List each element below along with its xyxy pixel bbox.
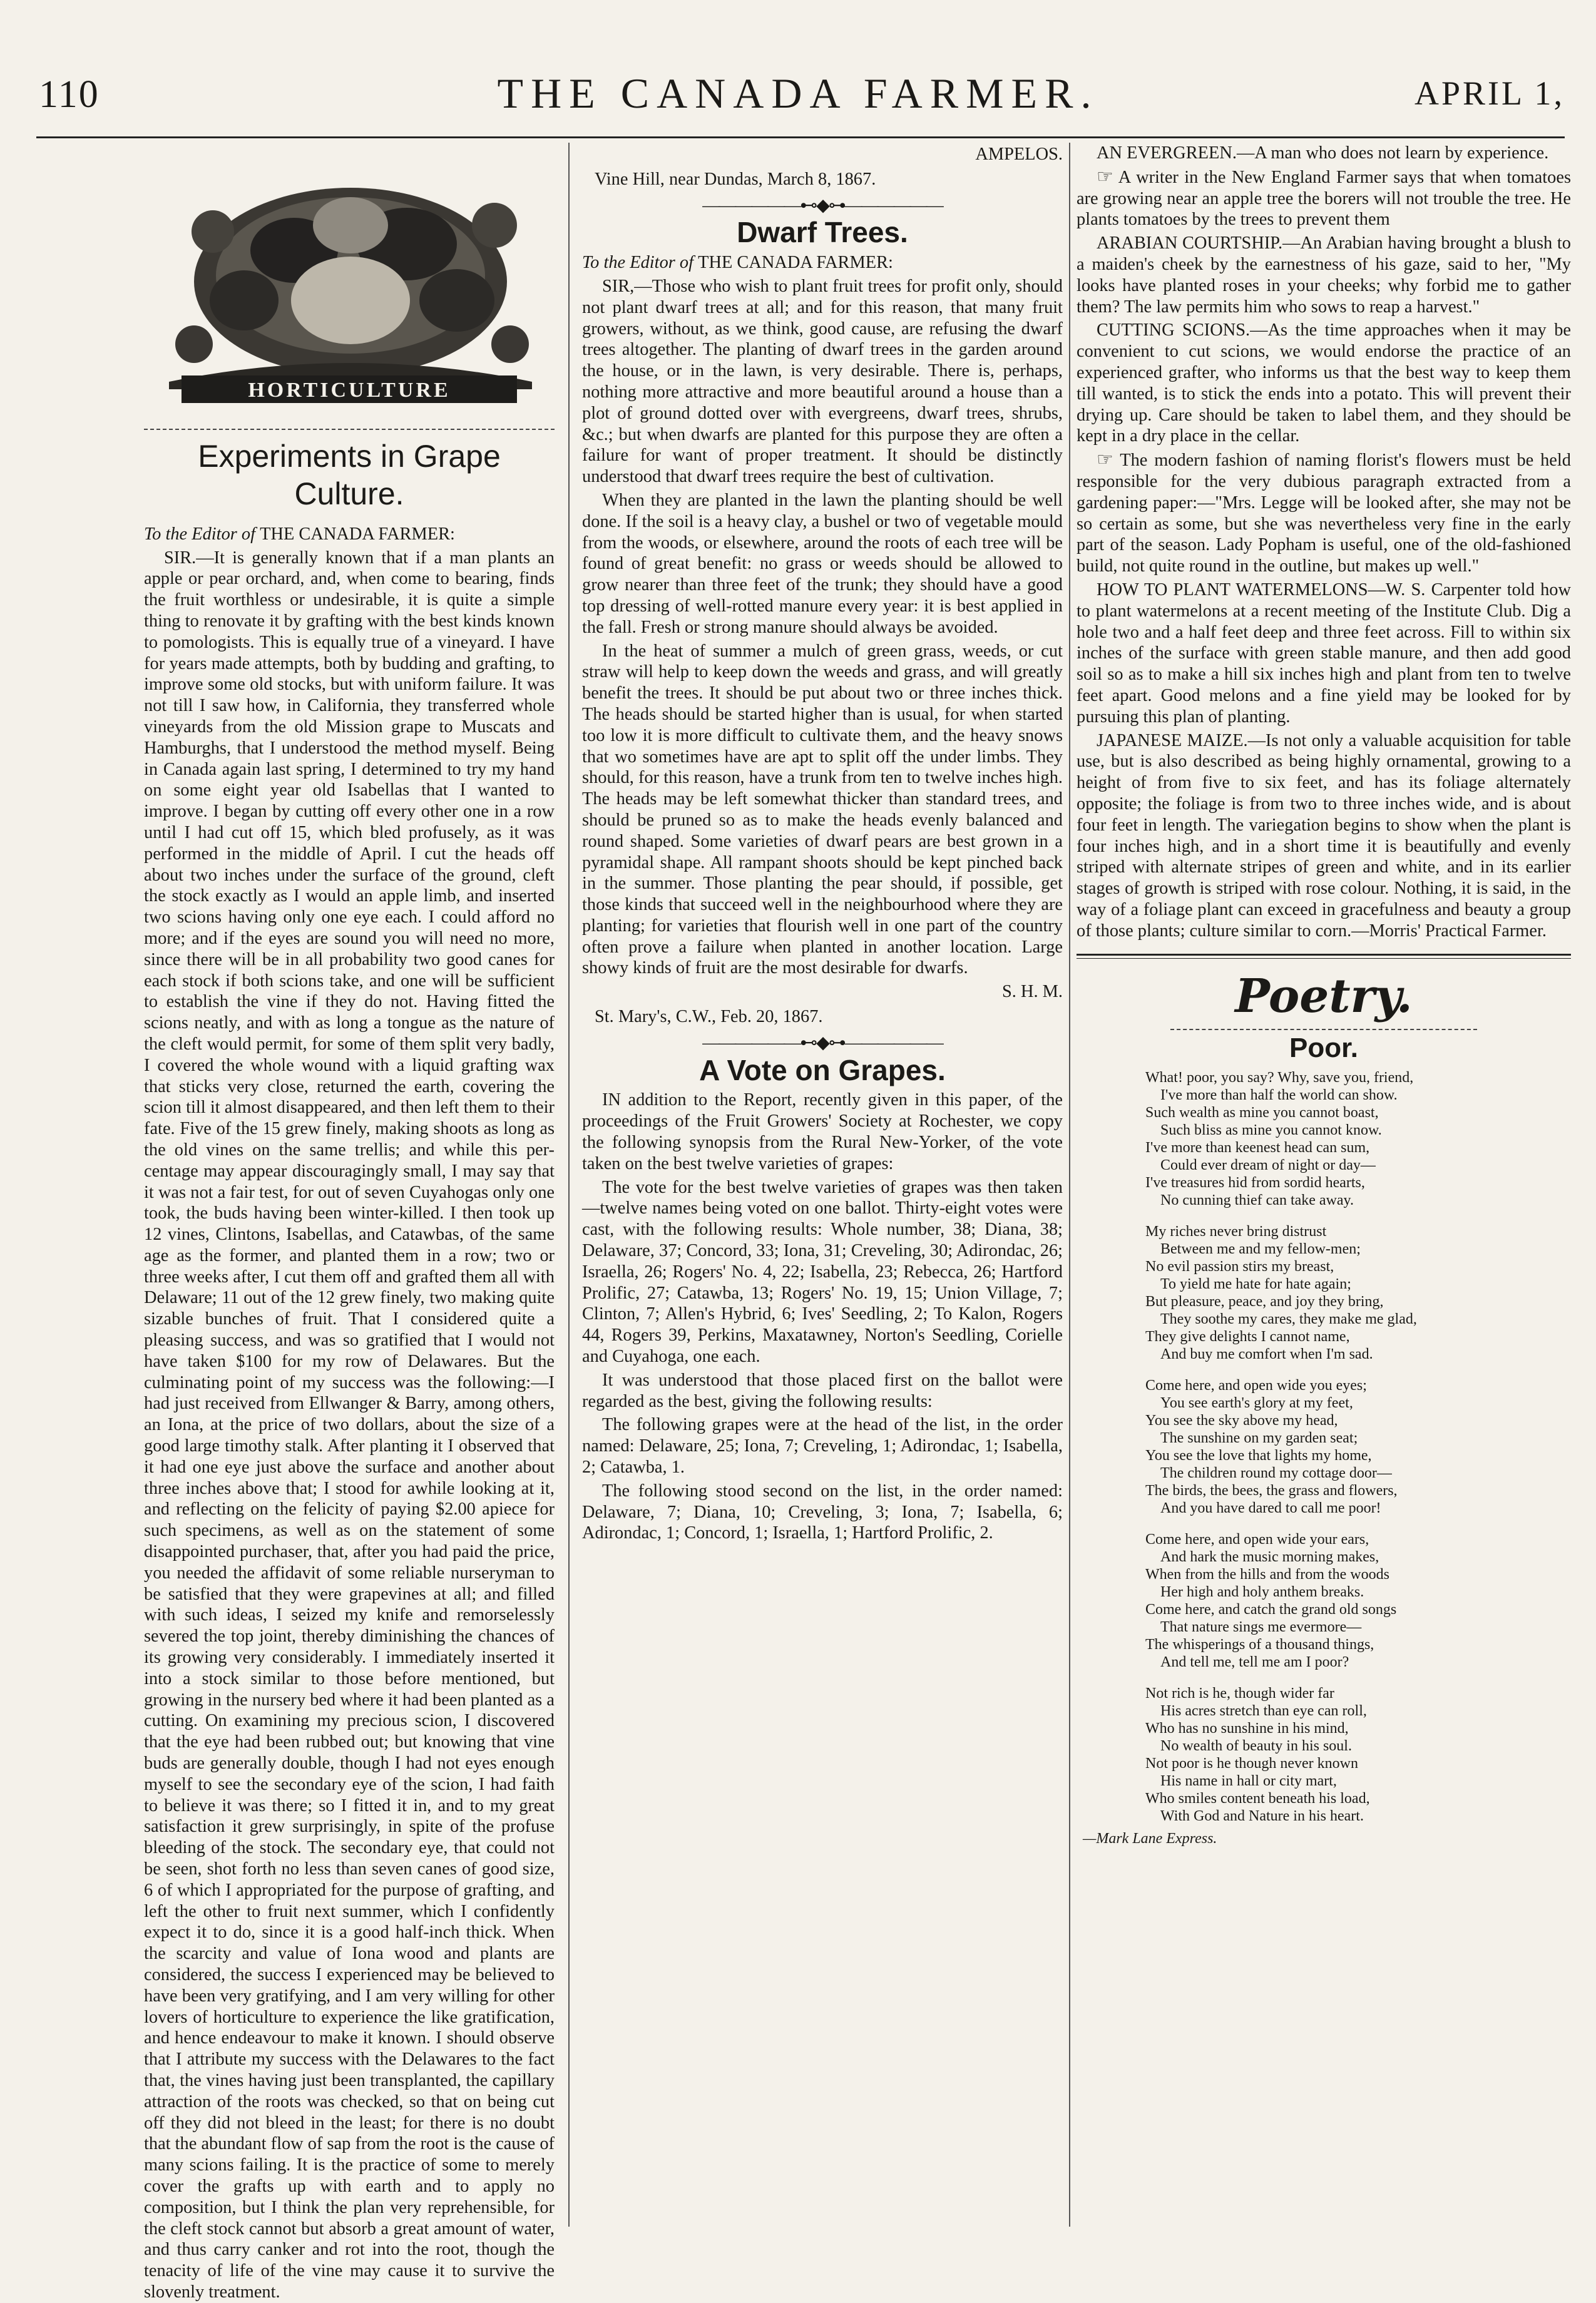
salutation: To the Editor of THE CANADA FARMER: xyxy=(144,524,455,544)
dash-rule xyxy=(1170,1029,1477,1030)
column-2 xyxy=(582,143,1063,2227)
news-item: ☞ A writer in the New England Farmer says that when tomatoes are growing near an apple tree the borers will not trouble the tree. He plants tomatoes by the trees to prevent them xyxy=(1077,166,1571,230)
poem-stanza: Come here, and open wide you eyes; You see earth's glory at my feet, You see the sky above my head, The sunshine on my garden seat; You see the love that lights my home, The children round my cottage door— The birds, the bees, the grass and flowers, And you have dared to call me poor! xyxy=(1145,1377,1398,1517)
news-item: ARABIAN COURTSHIP.—An Arabian having brought a blush to a maiden's cheek by the earnestness of his gaze, said to her, "My looks have planted roses in your cheeks; why forbid me to gather them? The law permits him who sows to reap a harvest." xyxy=(1077,233,1572,317)
article-paragraph: IN addition to the Report, recently given in this paper, of the proceedings of the Fruit Growers' Society at Rochester, we copy the following synopsis from the Rural New-Yorker, of the vote taken on the best twelve varieties of grapes: xyxy=(582,1090,1063,1173)
poem-stanza: My riches never bring distrust Between me and my fellow-men; No evil passion stirs my breast, To yield me hate for hate again; But pleasure, peace, and joy they bring, They soothe my cares, they make me glad, They give delights I cannot name, And buy me comfort when I'm sad. xyxy=(1145,1223,1417,1363)
news-item: JAPANESE MAIZE.—Is not only a valuable acquisition for table use, but is also described as being highly ornamental, growing to a height of from five to six feet, and has its foliage alternately opposite; the foliage is from two to three inches wide, and is about four feet in length. The variegation begins to show when the plant is four inches high, and in a short time it is beautifully and evenly striped with alternate stripes of green and white, and in its earlier stages of growth is striped with rose colour. Nothing, it is said, in the way of a foliage plant can exceed in gracefulness and beauty a group of those plants; culture similar to corn.—Morris' Practical Farmer. xyxy=(1077,730,1571,941)
article-paragraph: It was understood that those placed first on the ballot were regarded as the best, giving the following results: xyxy=(582,1370,1063,1411)
poem-credit: —Mark Lane Express. xyxy=(1083,1831,1217,1847)
article-paragraph: The vote for the best twelve varieties of grapes was then taken—twelve names being voted on one ballot. Thirty-eight votes were cast, with the following results: Whole number, 38; Diana, 38; Delaware, 37; Concord, 33; Iona, 31; Creveling, 30; Adirondac, 26; Israella, 26; Rogers' No. 4, 22; Isabella, 23; Rebecca, 26; Hartford Prolific, 27; Catawba, 13; Rogers' No. 19, 15; Union Village, 7; Clinton, 7; Allen's Hybrid, 6; Ives' Seedling, 2; To Kalon, Rogers 44, Rogers 39, Perkins, Maxatawney, Norton's Seedling, Corielle and Cuyahoga, one each. xyxy=(582,1177,1063,1367)
news-item: CUTTING SCIONS.—As the time approaches when it may be convenient to cut scions, we would endorse the practice of an experienced grafter, who informs us that the best way to keep them till wanted, is to stick the ends into a potato. This will prevent their drying up. Care should be taken to label them, and they should be kept in a dry place in the cellar. xyxy=(1077,320,1571,446)
article-signature: S. H. M. xyxy=(1001,982,1063,1002)
column-3 xyxy=(1077,143,1571,2227)
issue-date: APRIL 1, xyxy=(1414,74,1565,112)
article-dateline: St. Mary's, C.W., Feb. 20, 1867. xyxy=(595,1007,823,1027)
news-item: ☞ The modern fashion of naming florist's flowers must be held responsible for the very dubious paragraph extracted from a gardening paper:—"Mrs. Legge will be looked after, she may not be so certain as some, but she was nevertheless very fine in the early part of the season. Lady Popham is useful, one of the old-fashioned build, not quite round in the outline, but makes up well." xyxy=(1077,449,1571,576)
article-paragraph: SIR,—Those who wish to plant fruit trees for profit only, should not plant dwarf trees at all; and for this reason, that many fruit growers, without, as we think, good cause, are refusing the dwarf trees altogether. The planting of dwarf trees in the garden around the house, or in the lawn, is very desirable. There is, perhaps, nothing more attractive and more beautiful around a house than a plot of ground dotted over with evergreens, dwarf trees, shrubs, &c.; but when dwarfs are planted for this purpose they are often a failure for want of proper treatment. It should be distinctly understood that dwarf trees require the best of cultivation. xyxy=(582,276,1063,487)
article-dateline: Vine Hill, near Dundas, March 8, 1867. xyxy=(595,169,876,189)
article-paragraph: SIR.—It is generally known that if a man plants an apple or pear orchard, and, when come to bearing, finds the fruit worthless or undesirable, it is quite a simple thing to renovate it by grafting with the best kinds known to pomologists. This is equally true of a vineyard. I have for years made attempts, both by budding and grafting, to improve some old stocks, but with uniform failure. It was not till I saw how, in California, they transferred whole vineyards from the old Mission grape to Muscats and Hamburghs, that I understood the method myself. Being in Canada again last spring, I determined to try my hand on some eight year old Isabellas that I wanted to improve. I began by cutting off every other one in a row until I had cut off 15, which bled profusely, as it was performed in the middle of April. I cut the heads off about two inches under the surface of the ground, cleft the stock exactly as I would an apple limb, and inserted two scions having only one eye each. I could afford no more; and if the eyes are sound you will need no more, since there will be in all probability two good canes for each stock if both scions take, and one will be sufficient to establish the vine if they do not. Having fitted the scions neatly, and with as long a tongue as the nature of the cleft would permit, for some of them split very badly, I covered the whole wound with a liquid grafting wax that sticks very close, returned the earth, covering the scion till it almost disappeared, and then left them to their fate. Five of the 15 grew finely, making shoots as long as the old vines on the same trellis; and while this per-centage may appear discouragingly small, I may say that it was not a fair test, for out of seven Cuyahogas only one took, the buds having been winter-killed. I then took up 12 vines, Clintons, Isabellas, and Catawbas, of the same age as the former, and planted them in a row; two or three weeks after, I cut them off and grafted them all with Delaware; 11 out of the 12 grew finely, two making quite sizable bunches of fruit. That I considered quite a pleasing success, and was so gratified that I would not have taken $100 for my row of Delawares. But the culminating point of my success was the following:—I had just received from Ellwanger & Barry, among others, an Iona, at the price of two dollars, about the size of a good large timothy stalk. After planting it I observed that it had one eye just above the surface and another about three inches above that; I stood for awhile looking at it, and reflecting on the felicity of paying $2.00 apiece for such specimens, as well as on the statement of some disappointed purchaser, that, after you had paid the price, you needed the affidavit of some reliable nurseryman to be satisfied that they were grapevines at all; and filled with such ideas, I seized my knife and remorselessly severed the top joint, thereby diminishing the chances of its growing very considerably. I immediately inserted it into a stock similar to those before mentioned, but growing in the nursery bed where it had been planted as a cutting. On examining my precious scion, I discovered that the eye had been rubbed out; but knowing that vine buds are generally double, though I had not eyes enough myself to see the secondary eye of the scion, I had faith to believe it was there; so I fitted it in, and to my great satisfaction it grew surprisingly, in spite of the profuse bleeding of the stock. The secondary eye, that could not be seen, shot forth no less than seven canes of good size, 6 of which I appropriated for the purpose of grafting, and left the other to fruit next summer, which I confidently expect it to do, since it is a good half-inch thick. When the scarcity and value of Iona wood and plants are considered, the success I experienced may be believed to have been very gratifying, and I am very willing for other lovers of horticulture to experience the like gratification, and hence endeavour to make it known. I should observe that I attribute my success with the Delawares to the fact that, the vines having just been transplanted, the capillary attraction of the roots was checked, so that on being cut off they did not bleed in the least; for there is no doubt that the abundant flow of sap from the root is the cause of many scions failing. It is the practice of some to merely cover the grafts up with earth and to apply no composition, but I think the plan very reprehensible, for the cleft stock cannot but absorb a great amount of water, and thus carry canker and rot into the root, though the tenacity of life of the vine may cause it to survive the slovenly treatment. xyxy=(144,548,555,2302)
article-signature: AMPELOS. xyxy=(975,145,1063,164)
column-rule xyxy=(1069,143,1070,2227)
header-rule xyxy=(36,136,1565,138)
article-title-grape-culture: Experiments in Grape Culture. xyxy=(198,438,501,511)
article-paragraph: In the heat of summer a mulch of green grass, weeds, or cut straw will help to keep down the weeds and grass, and will greatly benefit the trees. It should be put about two or three inches thick. The heads should be started higher than is usual, for when started too low it is more difficult to cultivate them, and the heavy snows that wo sometimes have are apt to split off the under limbs. They should, for this reason, have a trunk from ten to twelve inches high. The heads may be left somewhat thicker than standard trees, and should be pruned so as to make the heads evenly balanced and round shaped. Some varieties of dwarf pears are best grown in a pyramidal shape. All rampant shoots should be kept pinched back in the summer. Those planting the pear should, if possible, get those kinds that succeed well in the neighbourhood where they are planting; for varieties that flourish well in one part of the country often prove a failure when planted in another location. Large showy kinds of fruit are the most desirable for dwarfs. xyxy=(582,641,1063,978)
section-divider xyxy=(1077,954,1571,959)
poem-stanza: Come here, and open wide your ears, And hark the music morning makes, When from the hills and from the woods Her high and holy anthem breaks. Come here, and catch the grand old songs That nature sings me evermore— The whisperings of a thousand things, And tell me, tell me am I poor? xyxy=(1145,1531,1397,1671)
article-paragraph: When they are planted in the lawn the planting should be well done. If the soil is a heavy clay, a bushel or two of vegetable mould from the woods, or elsewhere, around the roots of each tree will be found of great benefit: no grass or weeds should be allowed to grow nearer than three feet of the trunk; they should have a good top dressing of well-rotted manure every year: it is best applied in the fall. Fresh or strong manure should always be avoided. xyxy=(582,490,1063,637)
column-1 xyxy=(144,143,555,2302)
pointing-hand-icon: ☞ xyxy=(1097,166,1113,187)
column-rule xyxy=(568,143,570,2227)
article-paragraph: The following stood second on the list, in the order named: Delaware, 7; Diana, 10; Creveling, 3; Iona, 7; Isabella, 6; Adirondac, 1; Concord, 1; Israella, 1; Hartford Prolific, 2. xyxy=(582,1481,1063,1543)
salutation: To the Editor of THE CANADA FARMER: xyxy=(582,253,893,273)
poem xyxy=(1077,1069,1571,1825)
ornamental-divider: ——————⊷◆⊶—————— xyxy=(702,1033,943,1053)
news-item: AN EVERGREEN.—A man who does not learn by experience. xyxy=(1097,143,1549,163)
news-item: HOW TO PLANT WATERMELONS—W. S. Carpenter told how to plant watermelons at a recent meeting of the Institute Club. Dig a hole two and a half feet deep and three feet across. Fill to within six inches of the surface with green stable manure, and then add good soil so as to make a hill six inches high and plant from ten to twelve feet apart. Good melons and a fine yield may be looked for by pursuing this plan of planting. xyxy=(1077,580,1572,727)
article-paragraph: The following grapes were at the head of the list, in the order named: Delaware, 25; Iona, 7; Creveling, 1; Adirondac, 1; Isabella, 2; Catawba, 1. xyxy=(582,1415,1063,1478)
article-title-dwarf-trees: Dwarf Trees. xyxy=(737,216,908,249)
page-number: 110 xyxy=(39,73,100,116)
horticulture-engraving xyxy=(144,156,555,413)
pointing-hand-icon: ☞ xyxy=(1097,449,1113,471)
masthead: THE CANADA FARMER. xyxy=(497,69,1099,117)
page-header xyxy=(25,69,1571,138)
poem-stanza: Not rich is he, though wider far His acres stretch than eye can roll, Who has no sunshine in his mind, No wealth of beauty in his soul. Not poor is he though never known His name in hall or city mart, Who smiles content beneath his load, With God and Nature in his heart. xyxy=(1145,1685,1370,1825)
article-title-vote-on-grapes: A Vote on Grapes. xyxy=(699,1053,946,1086)
engraving-label: HORTICULTURE xyxy=(248,379,451,402)
ornamental-divider: ——————⊷◆⊶—————— xyxy=(702,195,943,215)
dash-rule xyxy=(144,429,555,430)
poem-title: Poor. xyxy=(1289,1033,1359,1064)
poetry-heading: Poetry. xyxy=(1235,969,1413,1024)
poem-stanza: What! poor, you say? Why, save you, friend, I've more than half the world can show. Such wealth as mine you cannot boast, Such bliss as mine you cannot know. I've more than keenest head can sum, Could ever dream of night or day— I've treasures hid from sordid hearts, No cunning thief can take away. xyxy=(1145,1070,1414,1209)
